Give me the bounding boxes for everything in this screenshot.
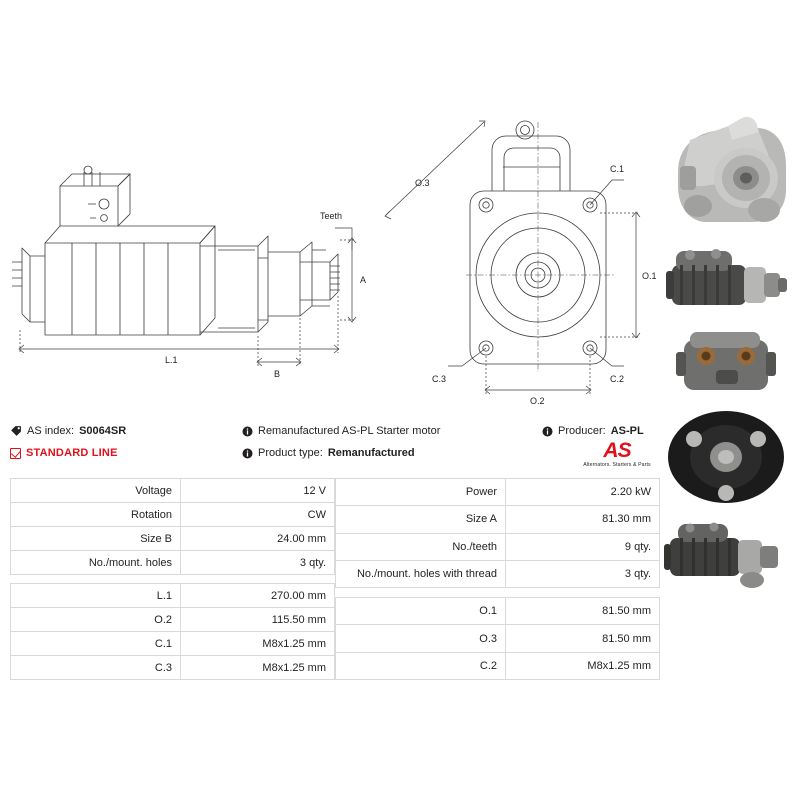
spec-value: 81.50 mm xyxy=(506,625,660,652)
table-row xyxy=(336,533,660,560)
drawing-label-o3: O.3 xyxy=(415,178,430,188)
spec-key: No./mount. holes with thread xyxy=(336,560,506,587)
standard-line-row xyxy=(10,442,242,464)
info-icon xyxy=(542,426,553,437)
spec-value: 9 qty. xyxy=(506,533,660,560)
table-row xyxy=(11,527,335,551)
as-index-line xyxy=(10,420,242,442)
product-photo-gallery xyxy=(660,110,792,605)
as-index-label: AS index: xyxy=(27,425,75,437)
check-box-icon xyxy=(10,448,21,459)
spec-key: O.1 xyxy=(336,598,506,625)
spec-value: M8x1.25 mm xyxy=(181,656,335,680)
info-icon xyxy=(242,448,253,459)
spec-key: Size A xyxy=(336,506,506,533)
aspl-logo xyxy=(580,440,654,468)
standard-line-label: STANDARD LINE xyxy=(26,447,118,459)
product-description: Remanufactured AS-PL Starter motor xyxy=(258,425,441,437)
tag-icon xyxy=(10,425,22,437)
producer-line xyxy=(542,420,658,442)
spec-key: C.2 xyxy=(336,652,506,679)
spec-key: C.3 xyxy=(11,656,181,680)
spec-key: O.3 xyxy=(336,625,506,652)
producer-value: AS-PL xyxy=(610,425,644,437)
table-row xyxy=(11,584,335,608)
as-index-value: S0064SR xyxy=(79,425,127,437)
spec-value: M8x1.25 mm xyxy=(181,632,335,656)
product-photo-5[interactable] xyxy=(660,512,792,603)
product-photo-2[interactable] xyxy=(660,241,792,324)
product-type-value: Remanufactured xyxy=(327,447,415,459)
table-row xyxy=(11,503,335,527)
spec-value: CW xyxy=(181,503,335,527)
drawing-label-l1: L.1 xyxy=(165,355,178,365)
spec-key: Rotation xyxy=(11,503,181,527)
product-type-line xyxy=(242,442,542,464)
spec-key: C.1 xyxy=(11,632,181,656)
drawing-label-c1: C.1 xyxy=(610,164,625,174)
table-row xyxy=(336,598,660,625)
drawing-label-c3: C.3 xyxy=(432,374,447,384)
table-row xyxy=(336,652,660,679)
technical-drawings xyxy=(0,0,660,410)
spec-key: L.1 xyxy=(11,584,181,608)
spec-value: 270.00 mm xyxy=(181,584,335,608)
spec-key: No./teeth xyxy=(336,533,506,560)
table-row xyxy=(336,479,660,506)
spec-key: Voltage xyxy=(11,479,181,503)
aspl-logo-subtitle: Alternators. Starters & Parts xyxy=(583,462,651,468)
drawing-label-teeth: Teeth xyxy=(320,211,343,221)
starter-motor-drawing xyxy=(0,0,660,410)
table-spacer xyxy=(336,588,660,598)
spec-value: 12 V xyxy=(181,479,335,503)
table-row xyxy=(11,479,335,503)
drawing-label-b: B xyxy=(274,369,281,379)
spec-value: 3 qty. xyxy=(181,551,335,575)
specifications xyxy=(10,478,658,680)
drawing-label-c2: C.2 xyxy=(610,374,625,384)
spec-value: 3 qty. xyxy=(506,560,660,587)
info-icon xyxy=(242,426,253,437)
table-row xyxy=(11,656,335,680)
table-row xyxy=(11,632,335,656)
spec-key: Power xyxy=(336,479,506,506)
table-spacer xyxy=(11,575,335,584)
drawing-label-a: A xyxy=(360,275,367,285)
table-row xyxy=(336,506,660,533)
spec-value: 24.00 mm xyxy=(181,527,335,551)
table-row xyxy=(336,560,660,587)
drawing-label-o2: O.2 xyxy=(530,396,545,406)
spec-key: O.2 xyxy=(11,608,181,632)
table-row xyxy=(11,551,335,575)
spec-value: 81.30 mm xyxy=(506,506,660,533)
spec-value: 81.50 mm xyxy=(506,598,660,625)
table-row xyxy=(11,608,335,632)
product-photo-1[interactable] xyxy=(660,110,792,239)
spec-table-right xyxy=(335,478,660,680)
product-type-label: Product type: xyxy=(258,447,323,459)
table-row xyxy=(336,625,660,652)
spec-value: 115.50 mm xyxy=(181,608,335,632)
product-photo-3[interactable] xyxy=(660,326,792,407)
producer-label: Producer: xyxy=(558,425,606,437)
description-line xyxy=(242,420,542,442)
spec-value: M8x1.25 mm xyxy=(506,652,660,679)
spec-value: 2.20 kW xyxy=(506,479,660,506)
product-photo-4[interactable] xyxy=(660,409,792,510)
spec-key: No./mount. holes xyxy=(11,551,181,575)
product-info-bar xyxy=(10,420,658,470)
drawing-label-o1: O.1 xyxy=(642,271,657,281)
aspl-logo-mark: AS xyxy=(603,439,631,462)
spec-table-left xyxy=(10,478,335,680)
spec-key: Size B xyxy=(11,527,181,551)
